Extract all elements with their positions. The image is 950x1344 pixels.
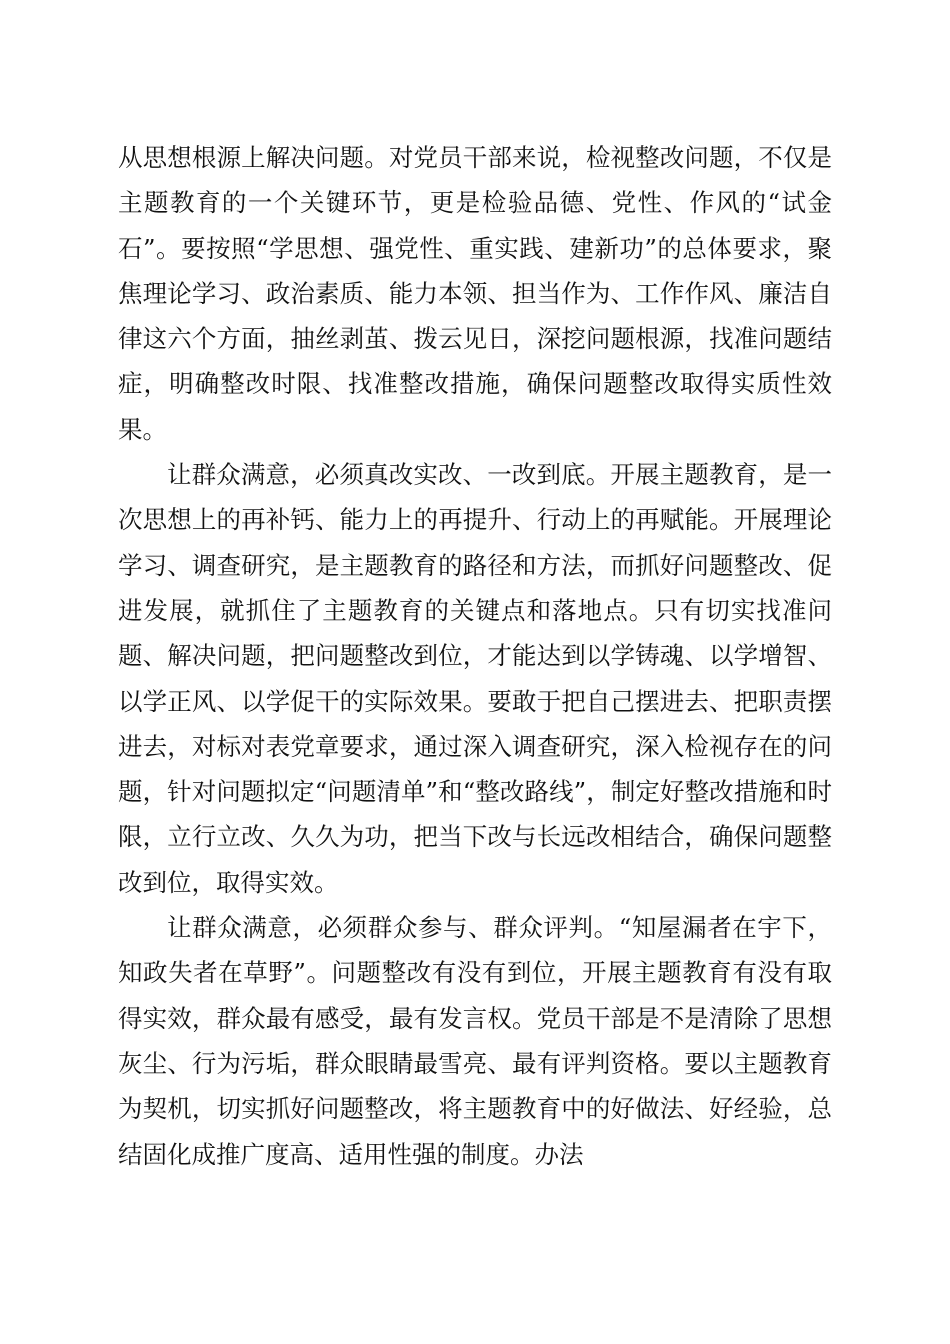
paragraph-public-participation: 让群众满意，必须群众参与、群众评判。“知屋漏者在宇下，知政失者在草野”。问题整改有没有到位，开展主题教育有没有取得实效，群众最有感受，最有发言权。党员干部是不是清除了思想灰尘、行为污垢，群众眼睛最雪亮、最有评判资格。要以主题教育为契机，切实抓好问题整改，将主题教育中的好做法、好经验，总结固化成推广度高、适用性强的制度。办法 <box>118 913 832 1169</box>
body-text <box>118 135 832 1177</box>
paragraph-continuation: 从思想根源上解决问题。对党员干部来说，检视整改问题，不仅是主题教育的一个关键环节，更是检验品德、党性、作风的“试金石”。要按照“学思想、强党性、重实践、建新功”的总体要求，聚焦理论学习、政治素质、能力本领、担当作为、工作作风、廉洁自律这六个方面，抽丝剥茧、拨云见日，深挖问题根源，找准问题结症，明确整改时限、找准整改措施，确保问题整改取得实质性效果。 <box>118 143 832 444</box>
paragraph-real-rectification: 让群众满意，必须真改实改、一改到底。开展主题教育，是一次思想上的再补钙、能力上的再提升、行动上的再赋能。开展理论学习、调查研究，是主题教育的路径和方法，而抓好问题整改、促进发展，就抓住了主题教育的关键点和落地点。只有切实找准问题、解决问题，把问题整改到位，才能达到以学铸魂、以学增智、以学正风、以学促干的实际效果。要敢于把自己摆进去、把职责摆进去，对标对表党章要求，通过深入调查研究，深入检视存在的问题，针对问题拟定“问题清单”和“整改路线”，制定好整改措施和时限，立行立改、久久为功，把当下改与长远改相结合，确保问题整改到位，取得实效。 <box>118 460 832 897</box>
